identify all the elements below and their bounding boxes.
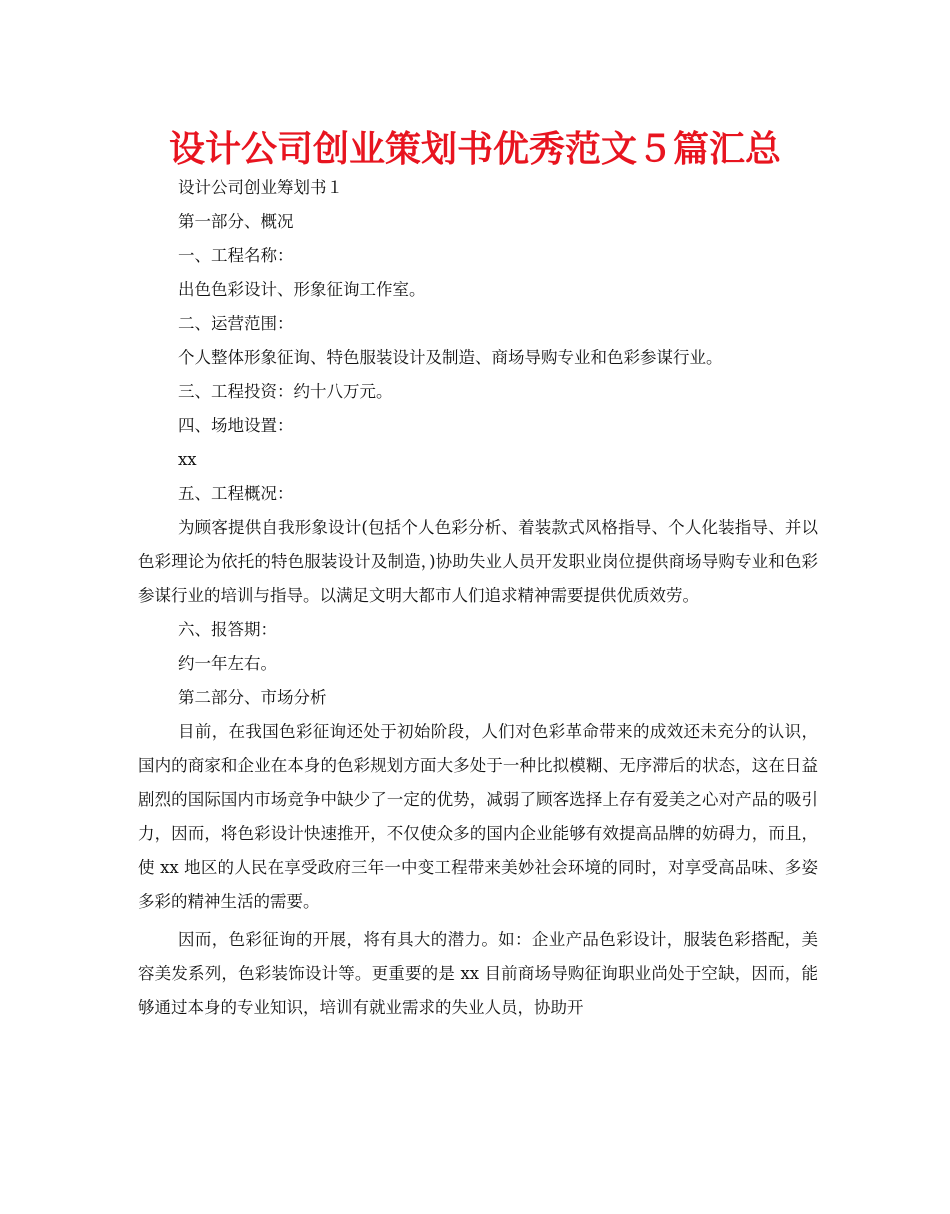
heading-part-one: 第一部分、概况 <box>178 212 294 231</box>
heading-venue: 四、场地设置： <box>178 416 294 435</box>
paragraph-potential: 因而，色彩征询的开展，将有具大的潜力。如：企业产品色彩设计，服装色彩搭配，美容美发系列，色彩装饰设计等。更重要的是 xx 目前商场导购征询职业尚处于空缺，因而，能够通过本身的专业知识，培训有就业需求的失业人员，协助开 <box>138 930 818 1017</box>
text-project-name: 出色色彩设计、形象征询工作室。 <box>178 280 426 299</box>
text-venue: xx <box>178 450 197 469</box>
paragraph-overview: 为顾客提供自我形象设计(包括个人色彩分析、着装款式风格指导、个人化装指导、并以色彩理论为依托的特色服装设计及制造，)协助失业人员开发职业岗位提供商场导购专业和色彩参谋行业的培训与指导。以满足文明大都市人们追求精神需要提供优质效劳。 <box>138 518 818 605</box>
text-scope: 个人整体形象征询、特色服装设计及制造、商场导购专业和色彩参谋行业。 <box>178 348 723 367</box>
heading-part-two: 第二部分、市场分析 <box>178 688 327 707</box>
paragraph-market: 目前，在我国色彩征询还处于初始阶段，人们对色彩革命带来的成效还未充分的认识，国内的商家和企业在本身的色彩规划方面大多处于一种比拟模糊、无序滞后的状态，这在日益剧烈的国际国内市场竞争中缺少了一定的优势，减弱了顾客选择上存有爱美之心对产品的吸引力，因而，将色彩设计快速推开，不仅使众多的国内企业能够有效提高品牌的妨碍力，而且，使 xx 地区的人民在享受政府三年一中变工程带来美妙社会环境的同时，对享受高品味、多姿多彩的精神生活的需要。 <box>138 722 818 911</box>
document-title: 设计公司创业策划书优秀范文５篇汇总 <box>168 129 781 170</box>
heading-scope: 二、运营范围： <box>178 314 294 333</box>
text-investment: 三、工程投资：约十八万元。 <box>178 382 393 401</box>
heading-plan: 设计公司创业筹划书１ <box>178 178 343 197</box>
document-body <box>138 171 818 1025</box>
heading-overview: 五、工程概况： <box>178 484 294 503</box>
heading-project-name: 一、工程名称： <box>178 246 294 265</box>
heading-payback: 六、报答期： <box>178 620 277 639</box>
text-payback: 约一年左右。 <box>178 654 277 673</box>
